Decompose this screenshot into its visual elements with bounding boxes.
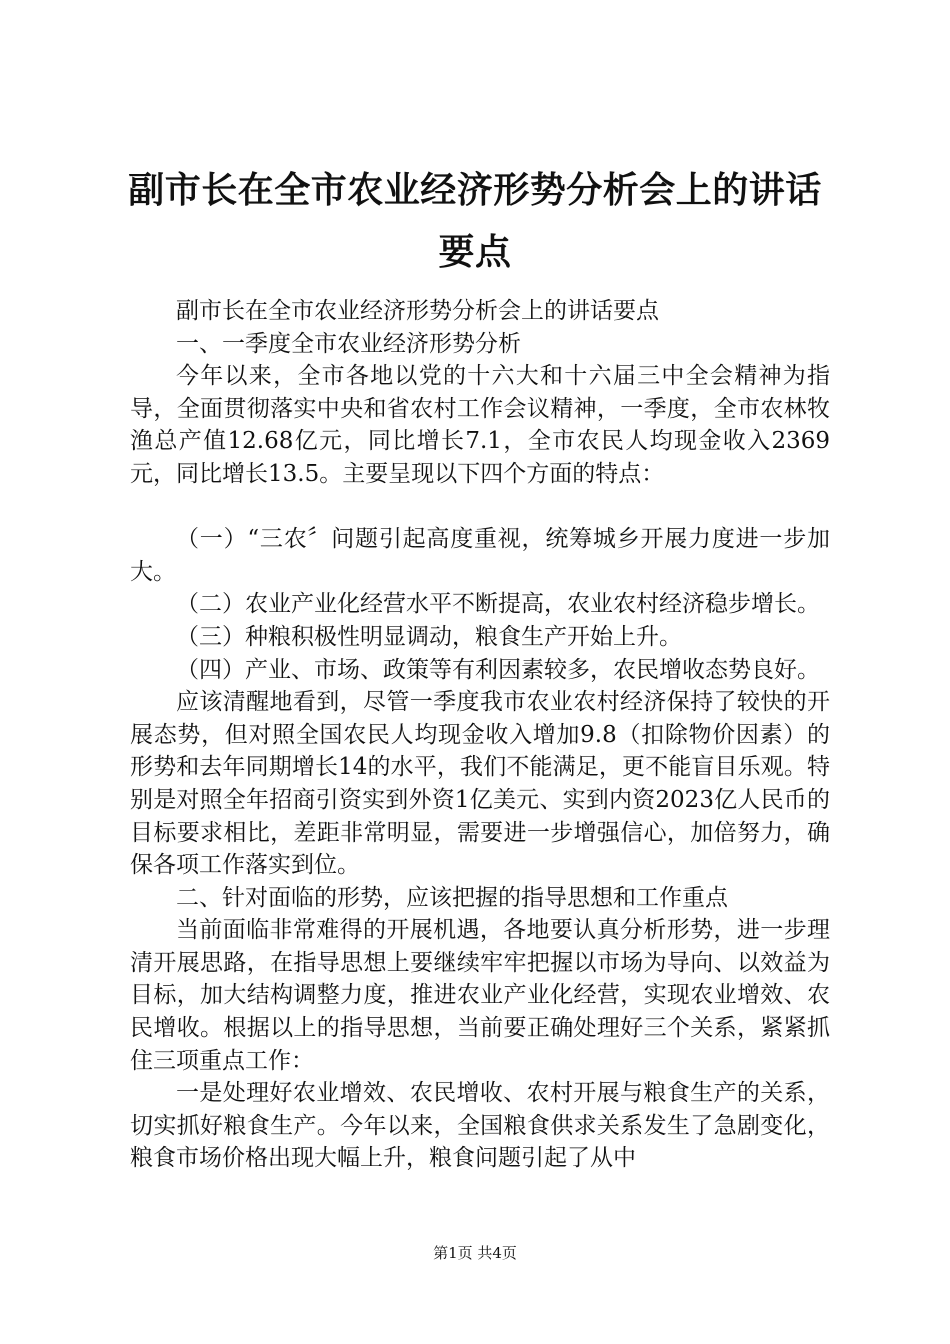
paragraph-subtitle: 副市长在全市农业经济形势分析会上的讲话要点: [176, 298, 659, 324]
section-heading-1: 一、一季度全市农业经济形势分析: [176, 330, 521, 357]
paragraph-assessment: 应该清醒地看到，尽管一季度我市农业农村经济保持了较快的开展态势，但对照全国农民人均现金收入增加9.8（扣除物价因素）的形势和去年同期增长14的水平，我们不能满足，更不能盲目乐观。特别是对照全年招商引资实到外资1亿美元、实到内资2023亿人民币的目标要求相比，差距非常明显，需要进一步增强信心，加倍努力，确保各项工作落实到位。: [130, 689, 830, 879]
document-title: 副市长在全市农业经济形势分析会上的讲话要点: [128, 170, 822, 273]
paragraph-spacer: [130, 491, 830, 524]
section-heading-2: 二、针对面临的形势，应该把握的指导思想和工作重点: [176, 884, 728, 911]
page-footer: 第1页 共4页: [433, 1244, 517, 1262]
list-item-1: （一）“三农〞问题引起高度重视，统筹城乡开展力度进一步加大。: [130, 526, 830, 585]
list-item-4: （四）产业、市场、政策等有利因素较多，农民增收态势良好。: [176, 656, 820, 683]
paragraph-first-point: 一是处理好农业增效、农民增收、农村开展与粮食生产的关系，切实抓好粮食生产。今年以来，全国粮食供求关系发生了急剧变化，粮食市场价格出现大幅上升，粮食问题引起了从中: [130, 1080, 830, 1172]
list-item-2: （二）农业产业化经营水平不断提高，农业农村经济稳步增长。: [176, 591, 820, 618]
list-item-3: （三）种粮积极性明显调动，粮食生产开始上升。: [176, 623, 682, 650]
document-body: [130, 295, 830, 1175]
paragraph-guidance: 当前面临非常难得的开展机遇，各地要认真分析形势，进一步理清开展思路，在指导思想上要继续牢牢把握以市场为导向、以效益为目标，加大结构调整力度，推进农业产业化经营，实现农业增效、农民增收。根据以上的指导思想，当前要正确处理好三个关系，紧紧抓住三项重点工作：: [130, 917, 830, 1074]
paragraph-overview: 今年以来，全市各地以党的十六大和十六届三中全会精神为指导，全面贯彻落实中央和省农村工作会议精神，一季度，全市农林牧渔总产值12.68亿元，同比增长7.1，全市农民人均现金收入2369元，同比增长13.5。主要呈现以下四个方面的特点：: [130, 363, 830, 487]
